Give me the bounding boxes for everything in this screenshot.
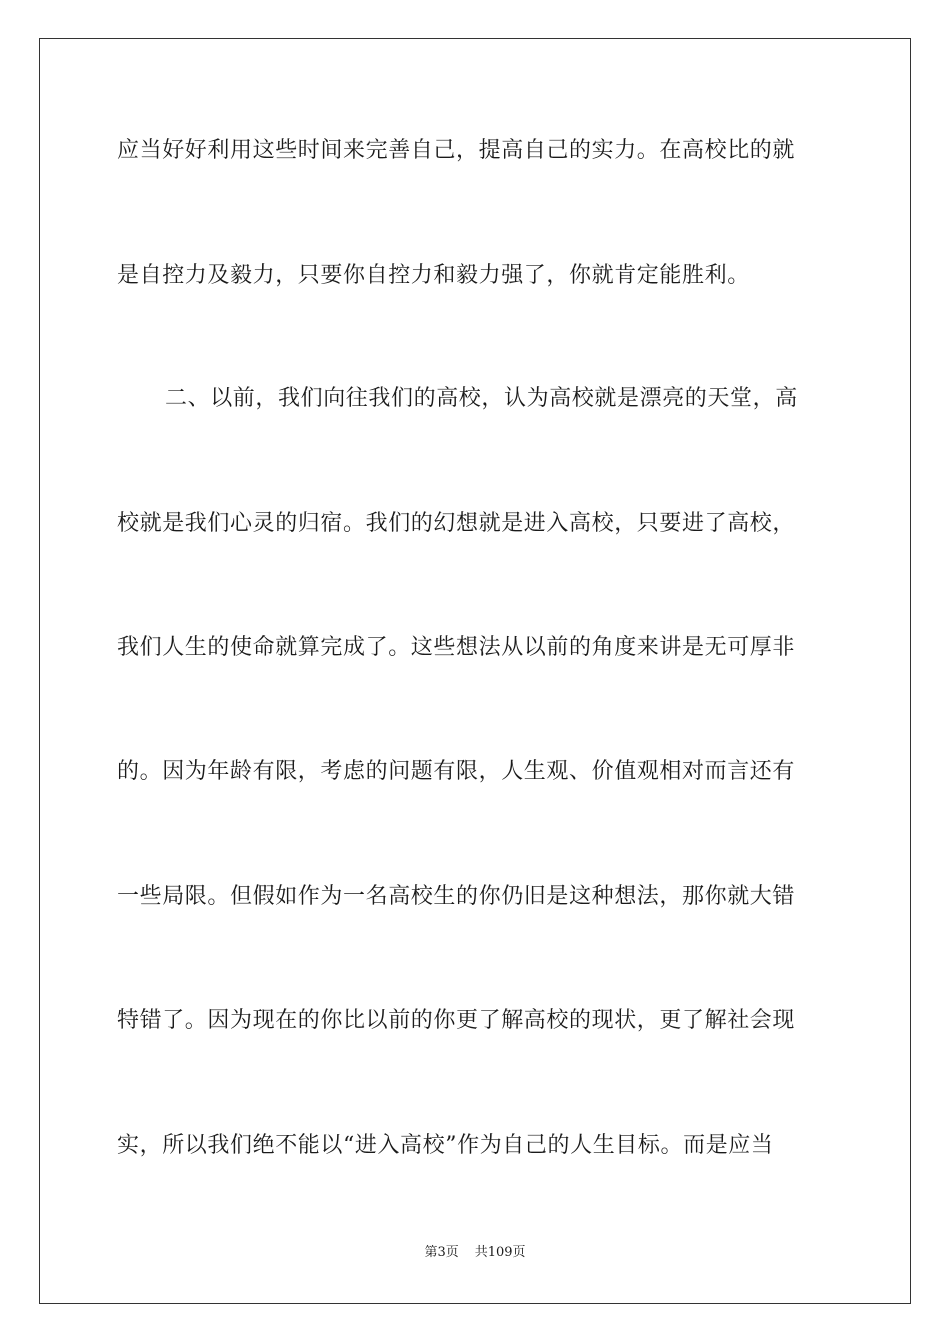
text-line: 的。因为年龄有限，考虑的问题有限，人生观、价值观相对而言还有 [117, 759, 796, 784]
page-number: 第3页 [424, 1245, 459, 1260]
page-total: 共109页 [474, 1245, 526, 1260]
text-line: 实，所以我们绝不能以“进入高校”作为自己的人生目标。而是应当 [117, 1133, 774, 1158]
paragraph-first-line: 二、以前，我们向往我们的高校，认为高校就是漂亮的天堂，高 [165, 386, 798, 411]
text-line: 应当好好利用这些时间来完善自己，提高自己的实力。在高校比的就 [117, 138, 796, 163]
text-line: 校就是我们心灵的归宿。我们的幻想就是进入高校，只要进了高校， [117, 511, 796, 536]
page-footer [0, 1244, 950, 1262]
text-line: 一些局限。但假如作为一名高校生的你仍旧是这种想法，那你就大错 [117, 884, 796, 909]
text-line: 是自控力及毅力，只要你自控力和毅力强了，你就肯定能胜利。 [117, 263, 750, 288]
text-line: 特错了。因为现在的你比以前的你更了解高校的现状，更了解社会现 [117, 1008, 796, 1033]
page-border [39, 38, 911, 1304]
text-line: 我们人生的使命就算完成了。这些想法从以前的角度来讲是无可厚非 [117, 635, 796, 660]
